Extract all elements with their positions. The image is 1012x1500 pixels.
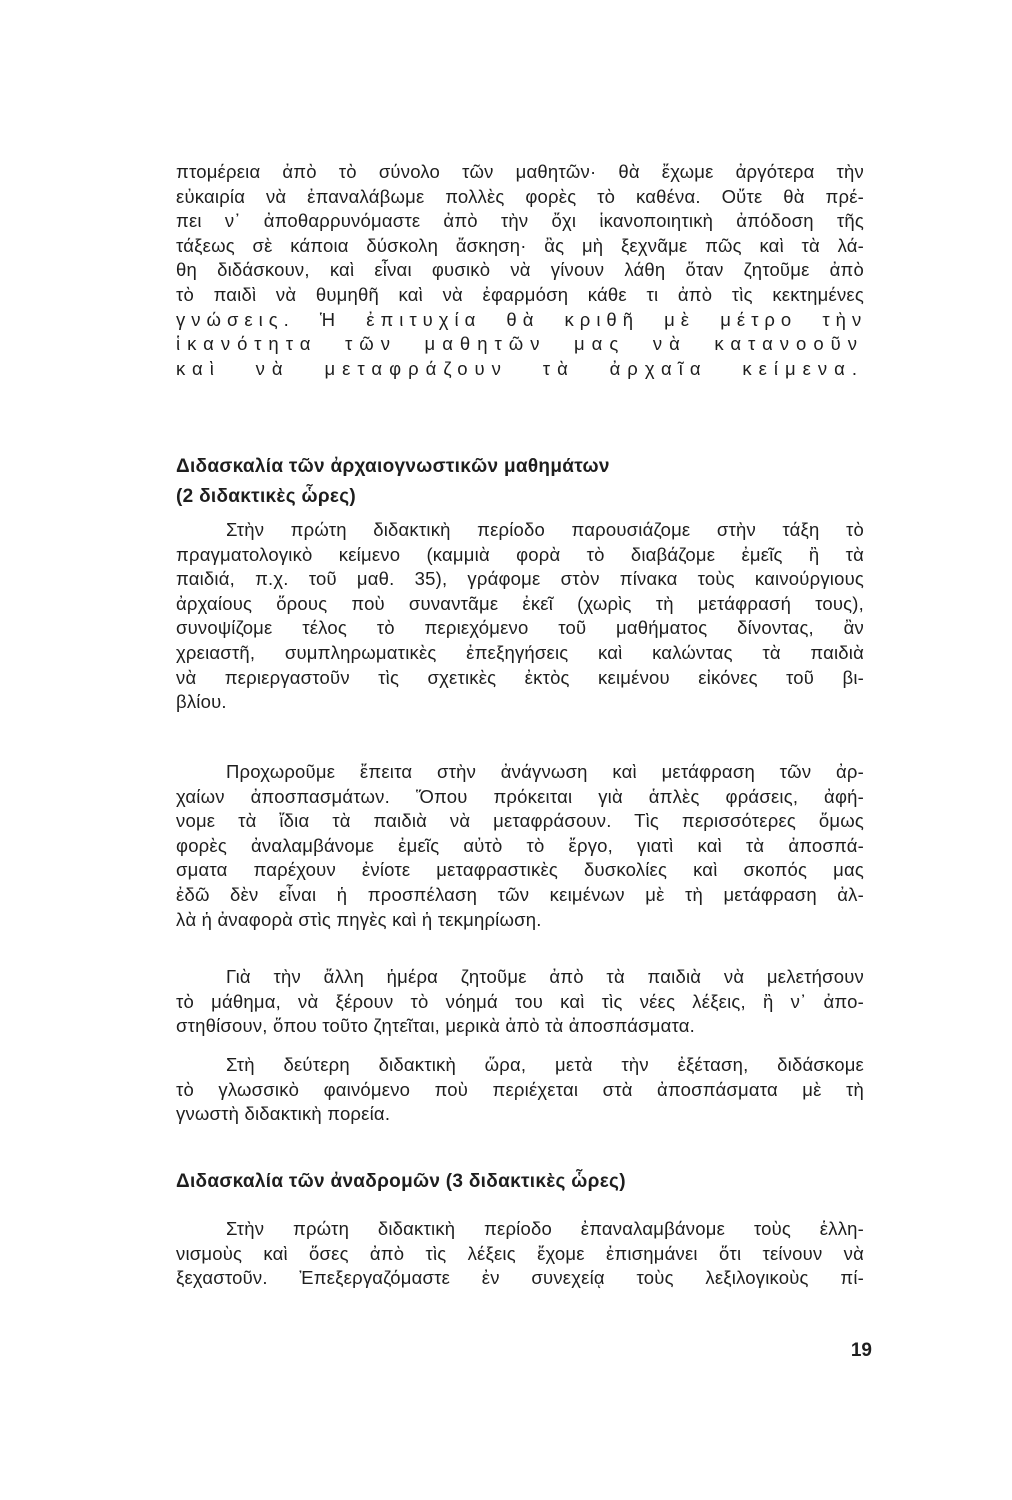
- text-line: ἱκανότητα τῶν μαθητῶν μας νὰ κατανοοῦν: [176, 333, 864, 355]
- text-line: Προχωροῦμε ἔπειτα στὴν ἀνάγνωση καὶ μετάφραση τῶν ἀρ-: [226, 761, 864, 782]
- text-line: Γιὰ τὴν ἄλλη ἡμέρα ζητοῦμε ἀπὸ τὰ παιδιὰ νὰ μελετήσουν: [226, 966, 864, 987]
- text-line: συνοψίζομε τέλος τὸ περιεχόμενο τοῦ μαθήματος δίνοντας, ἂν: [176, 617, 864, 639]
- text-line: ξεχαστοῦν. Ἐπεξεργαζόμαστε ἐν συνεχείᾳ τοὺς λεξιλογικοὺς πί-: [176, 1267, 864, 1289]
- text-line: γνωστὴ διδακτικὴ πορεία.: [176, 1103, 391, 1125]
- text-line: πραγματολογικὸ κείμενο (καμμιὰ φορὰ τὸ διαβάζομε ἐμεῖς ἢ τὰ: [176, 543, 864, 565]
- text-line: φορὲς ἀναλαμβάνομε ἐμεῖς αὐτὸ τὸ ἔργο, γιατὶ καὶ τὰ ἀποσπά-: [176, 834, 864, 856]
- text-line: νομε τὰ ἴδια τὰ παιδιὰ νὰ μεταφράσουν. Τὶς περισσότερες ὅμως: [176, 810, 864, 832]
- paragraph-next-day: [176, 965, 864, 1039]
- page-number: 19: [850, 1340, 872, 1361]
- section-subheading-hours: (2 διδακτικὲς ὧρες): [176, 486, 357, 507]
- text-line: νὰ περιεργαστοῦν τὶς σχετικὲς ἐκτὸς κειμένου εἰκόνες τοῦ βι-: [176, 666, 864, 688]
- text-line: πτομέρεια ἀπὸ τὸ σύνολο τῶν μαθητῶν· θὰ ἔχωμε ἀργότερα τὴν: [176, 161, 864, 182]
- section-heading-archaeognostic: Διδασκαλία τῶν ἀρχαιογνωστικῶν μαθημάτων: [176, 456, 610, 477]
- text-line: σματα παρέχουν ἐνίοτε μεταφραστικὲς δυσκολίες καὶ σκοπός μας: [176, 859, 864, 881]
- text-line: Στὴν πρώτη διδακτικὴ περίοδο ἐπαναλαμβάνομε τοὺς ἑλλη-: [226, 1218, 864, 1239]
- text-line: θη διδάσκουν, καὶ εἶναι φυσικὸ νὰ γίνουν λάθη ὅταν ζητοῦμε ἀπὸ: [176, 259, 864, 281]
- text-line: νισμοὺς καὶ ὅσες ἀπὸ τὶς λέξεις ἔχομε ἐπισημάνει ὅτι τείνουν νὰ: [176, 1242, 864, 1264]
- text-line: λὰ ἡ ἀναφορὰ στὶς πηγὲς καὶ ἡ τεκμηρίωση.: [176, 908, 542, 930]
- text-line: γνώσεις. Ἡ ἐπιτυχία θὰ κριθῆ μὲ μέτρο τὴν: [176, 308, 868, 330]
- text-line: τὸ παιδὶ νὰ θυμηθῆ καὶ νὰ ἐφαρμόση κάθε τι ἀπὸ τὶς κεκτημένες: [176, 283, 864, 305]
- text-line: τὸ γλωσσικὸ φαινόμενο ποὺ περιέχεται στὰ ἀποσπάσματα μὲ τὴ: [176, 1078, 864, 1100]
- text-line: ἐδῶ δὲν εἶναι ἡ προσπέλαση τῶν κειμένων μὲ τὴ μετάφραση ἀλ-: [176, 883, 864, 905]
- text-line: τάξεως σὲ κάποια δύσκολη ἄσκηση· ἂς μὴ ξεχνᾶμε πῶς καὶ τὰ λά-: [176, 234, 864, 256]
- text-line: βλίου.: [176, 691, 227, 713]
- text-line: στηθίσουν, ὅπου τοῦτο ζητεῖται, μερικὰ ἀπὸ τὰ ἀποσπάσματα.: [176, 1015, 695, 1037]
- text-line: πει ν᾿ ἀποθαρρυνόμαστε ἀπὸ τὴν ὄχι ἱκανοποιητικὴ ἀπόδοση τῆς: [176, 210, 864, 232]
- paragraph-retrospectives: [176, 1217, 864, 1291]
- paragraph-translation: [176, 760, 864, 932]
- text-line: Στὴν πρώτη διδακτικὴ περίοδο παρουσιάζομε στὴν τάξη τὸ: [226, 519, 864, 540]
- section-heading-retrospectives: Διδασκαλία τῶν ἀναδρομῶν (3 διδακτικὲς ὧρες): [176, 1171, 626, 1192]
- text-line: Στὴ δεύτερη διδακτικὴ ὥρα, μετὰ τὴν ἐξέταση, διδάσκομε: [226, 1054, 864, 1075]
- text-line: καὶ νὰ μεταφράζουν τὰ ἀρχαῖα κείμενα.: [176, 357, 864, 379]
- paragraph-second-hour: [176, 1053, 864, 1127]
- text-line: ἀρχαίους ὅρους ποὺ συναντᾶμε ἐκεῖ (χωρὶς τὴ μετάφρασή τους),: [176, 592, 864, 614]
- intro-paragraph: [176, 160, 868, 381]
- text-line: εὐκαιρία νὰ ἐπαναλάβωμε πολλὲς φορὲς τὸ καθένα. Οὔτε θὰ πρέ-: [176, 185, 864, 207]
- text-line: παιδιά, π.χ. τοῦ μαθ. 35), γράφομε στὸν πίνακα τοὺς καινούργιους: [176, 568, 864, 590]
- text-line: χαίων ἀποσπασμάτων. Ὅπου πρόκειται γιὰ ἁπλὲς φράσεις, ἀφή-: [176, 785, 864, 807]
- text-line: χρειαστῆ, συμπληρωματικὲς ἐπεξηγήσεις καὶ καλώντας τὰ παιδιὰ: [176, 641, 864, 663]
- text-line: τὸ μάθημα, νὰ ξέρουν τὸ νόημά του καὶ τὶς νέες λέξεις, ἢ ν᾿ ἀπο-: [176, 990, 864, 1012]
- paragraph-first-period: [176, 518, 864, 715]
